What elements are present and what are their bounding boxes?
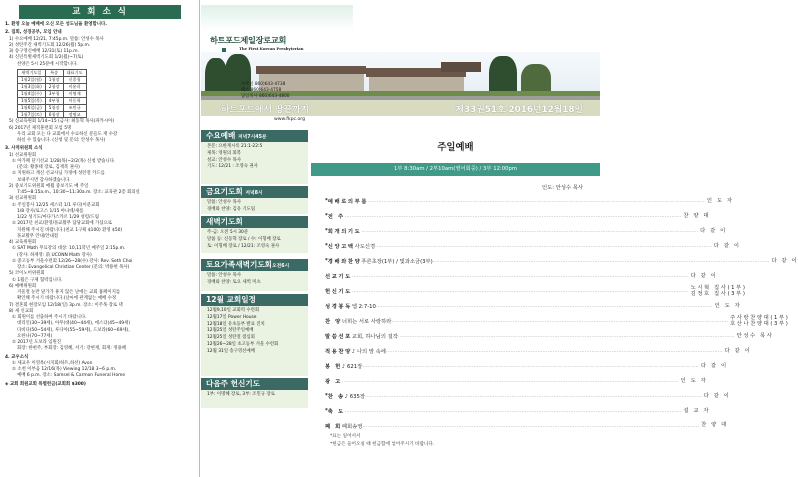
order-item: 찬 양: [325, 318, 342, 325]
order-item: 선교기도: [325, 274, 352, 281]
notice-line: 보내주시면 감사하겠습니다.: [17, 177, 71, 183]
issue-info: 제33권51호 2016년12월18일: [455, 104, 583, 115]
order-leader-dots: ........................................................................................................................................................................................................: [364, 392, 702, 399]
worship-order-row: [325, 328, 774, 343]
notice-line: 플교활무 안내/안내점: [17, 233, 59, 239]
responsible-line: 다 같 이: [703, 392, 731, 399]
church-news-panel: [0, 0, 199, 477]
box-line: 말씀: 안성수 목사: [207, 200, 241, 205]
notice-line: 3) 송구영신예배 12/31(토) 11p.m.: [9, 49, 79, 55]
worship-order-row: [325, 418, 728, 433]
notice-line: 우리 교회 모는 다 교회에서 수료하신 분들도 재 수강: [17, 131, 118, 137]
order-item: 폐 회: [325, 423, 342, 430]
responsible-line: 설 교 자: [683, 407, 711, 414]
footnote-line: *헌금은 들어오실 때 헌금함에 넣어주시기 바랍니다.: [330, 441, 435, 447]
notice-line: 6) 예배위원회: [9, 283, 37, 289]
table-cell: 1월2일(월): [18, 76, 46, 83]
order-responsible: [679, 378, 708, 384]
address-line: The First Korean Presbyterian: [239, 46, 304, 51]
responsible-line: 김정호 집사(3부): [690, 291, 747, 298]
notice-line: 예배 6 p.m. 장소: Samsel & Carmon Funeral Home: [17, 373, 126, 379]
responsible-line: 다 같 이: [690, 273, 718, 280]
worship-order-row: [325, 388, 731, 403]
table-cell: 특송: [45, 69, 63, 76]
table-row: [18, 69, 87, 76]
notice-line: (강사: 하재영: 前 UCONN Math 강사): [17, 252, 92, 258]
box-line: 1부: 이명혜 장로, 3부: 조민규 장로: [207, 392, 275, 397]
notice-line: ② 소천 이부음 12/16(목) Viewing 12/18 3~6 p.m.: [12, 367, 117, 373]
church-name: 하트포드제일장로교회: [210, 35, 287, 45]
order-leader-dots: ........................................................................................................................................................................................................: [391, 317, 729, 324]
table-row: [18, 76, 87, 83]
order-responsible: [689, 273, 718, 279]
box-line: 설교: 안성수 목사: [207, 157, 241, 163]
cal-title: 12월 교회일정: [206, 295, 256, 304]
responsible-line: 찬 양 대: [683, 213, 711, 220]
responsible-line: 주사랑찬양대(1부): [730, 314, 790, 321]
notice-line: 하실 수 있습니다. (신청 및 문의: 안성수 목사): [17, 138, 106, 144]
order-item: 헌신기도: [325, 289, 352, 296]
news-title: 교 회 소 식: [19, 5, 181, 19]
table-cell: 3부청: [45, 90, 63, 97]
box-line: 말씀 등: 신동혁 장로 / 수: 이형배 장로: [207, 236, 281, 242]
box-line: 12월17일 Power House: [207, 314, 257, 320]
box-line: 12월26~28일 초고등부 겨울 수련회: [207, 342, 279, 348]
worship-order-row: [325, 284, 747, 299]
order-responsible: [723, 348, 752, 354]
order-item: 회개의기도: [327, 229, 362, 236]
table-row: [18, 104, 87, 111]
table-cell: 새벽기도일: [18, 69, 46, 76]
notice-line: 회장: 한현주, 부회장: 김영혜, 서기: 강현재, 회계: 정용혜: [17, 346, 126, 352]
website-url[interactable]: www.fkpc.org: [274, 117, 306, 122]
table-row: [18, 111, 87, 118]
worship-order-row: [325, 254, 798, 269]
responsible-line: 노시혁 집사(1부): [690, 285, 747, 292]
worship-order-row: [325, 194, 734, 209]
worship-leader: 인도: 안성수 목사: [542, 185, 583, 191]
responsible-line: 다 같 이: [724, 347, 752, 354]
order-detail: ♪ 나의 맘 속에: [351, 348, 386, 355]
order-responsible: [702, 393, 731, 399]
notice-line: 1) 수요예배 12/21, 7:45p.m. 말씀: 안성수 목사: [9, 36, 104, 42]
worship-order-row: [325, 343, 752, 358]
order-leader-dots: ........................................................................................................................................................................................................: [375, 303, 713, 310]
gold-title: 금요기도회: [206, 187, 243, 196]
contact-line: 담임목사 860)643-4800: [241, 94, 290, 100]
order-mark: *: [325, 243, 328, 250]
worship-order-row: [325, 299, 742, 314]
table-cell: 1월3일(화): [18, 83, 46, 90]
friday-prayer-box: [201, 186, 308, 214]
order-mark: *: [325, 228, 328, 235]
notice-line: ① 아가페 단기선교 1/28(목)~2/2(목) 신청 받습니다.: [12, 158, 116, 164]
panel-divider: [199, 0, 200, 477]
notice-line: 1) 선교위원회: [9, 152, 37, 158]
notice-line: ① 1월은 구제 협력입니다.: [12, 277, 63, 283]
order-responsible: [705, 198, 734, 204]
order-mark: *: [325, 407, 328, 414]
order-detail: 엡 2:7-10: [351, 304, 376, 311]
table-row: [18, 90, 87, 97]
order-item: 광 고: [325, 378, 342, 385]
notice-list: [5, 22, 195, 68]
order-responsible: [735, 333, 774, 339]
worship-order-panel: [311, 119, 798, 477]
order-mark: *: [325, 258, 328, 265]
order-leader-dots: ........................................................................................................................................................................................................: [351, 288, 689, 295]
worship-order-row: [325, 224, 727, 239]
order-item: 성경봉독: [325, 304, 352, 311]
notice-line: 1/22 성기도/마다가스카르 1/29 성령/드림: [17, 215, 100, 221]
box-line: 12월25일 성탄절 점심회: [207, 335, 255, 341]
responsible-line: 인 도 자: [714, 302, 742, 309]
december-schedule-box: [201, 294, 308, 376]
worship-order-row: [325, 358, 728, 373]
notice-line: 3. 사역위원회 소식: [5, 146, 43, 152]
notice-line: ② 2017년 친교/환영/플교활무 담당교회에 가셨으로: [12, 221, 112, 227]
order-leader-dots: ........................................................................................................................................................................................................: [375, 243, 712, 250]
order-item: 예배로의부름: [327, 199, 369, 206]
contact-line: 사무실 860)643-4738: [241, 82, 286, 87]
saturday-prayer-box: [201, 259, 308, 291]
responsible-line: 다 같 이: [713, 243, 741, 250]
notice-line: 7) 결혼회 현장모임 12/18(일) 3p.m. 장소: 이주목 장로 댁: [9, 302, 123, 308]
table-cell: 1청장: [45, 76, 63, 83]
notice-line: 7:45~8:15a.m., 10:30~11:30a.m. 장소: 교육관 2층 회의실: [17, 190, 140, 196]
notice-line: ① 회원이를 선출하여 주시기 바랍니다.: [12, 315, 87, 321]
order-leader-dots: ........................................................................................................................................................................................................: [361, 228, 699, 235]
notice-line: 겨울철 눈만 덮가가 휴지 않은 날에는 교회 홈페이지를: [17, 290, 121, 296]
notice-line: 요한나(70~77세): [17, 333, 53, 339]
order-mark: *: [325, 392, 328, 399]
notice-line: 1/8 강사/로고스 1/15 아나데/새롬: [17, 208, 84, 214]
order-responsible: [689, 285, 747, 297]
order-leader-dots: ........................................................................................................................................................................................................: [351, 273, 689, 280]
footnotes: [330, 433, 434, 448]
box-line: 12월25일 성탄주일예배: [207, 328, 254, 334]
table-cell: 1월6일(금): [18, 104, 46, 111]
order-detail: 사도신경: [354, 244, 376, 251]
table-cell: 정명교: [63, 111, 86, 118]
order-leader-dots: ........................................................................................................................................................................................................: [397, 332, 735, 339]
worship-order-row: [325, 314, 790, 329]
responsible-line: 안성수 목사: [736, 332, 774, 339]
responsible-line: 다 같 이: [771, 258, 798, 265]
order-responsible: [699, 363, 728, 369]
box-line: 기도: 12/21 : 조영숙 권사: [207, 164, 258, 170]
order-responsible: [728, 315, 789, 327]
order-leader-dots: ........................................................................................................................................................................................................: [385, 347, 723, 354]
notice-line: 3) 친교위원회: [9, 196, 37, 202]
table-row: [18, 83, 87, 90]
notice-line: 1. 환영 오늘 예배에 오신 모든 성도님을 환영합니다.: [5, 22, 107, 28]
notice-line: ◈ 교회 회원교회 특별헌금(교회회 $300): [5, 381, 86, 387]
order-item: 적용찬양: [325, 348, 352, 355]
notice-line: ② 중고등부 겨울수련회 12/26~28(수) 강사: Rev. Seth Choi: [12, 258, 133, 264]
responsible-line: 인 도 자: [680, 377, 708, 384]
table-cell: 신종청: [63, 76, 86, 83]
sub-banner: [201, 100, 600, 116]
notice-line: 6) 2017년 제직훈련회 모임 5명: [9, 125, 72, 131]
notice-line: 4) 신년특별새벽기도회 1/2(월)~7(토): [9, 55, 84, 61]
order-leader-dots: ........................................................................................................................................................................................................: [344, 407, 682, 414]
notice-line: 장소: Evangelical Christian Center (문의: 박용현 목사): [17, 265, 130, 271]
worship-order-row: [325, 403, 711, 418]
responsible-line: 호산나찬양대(3부): [730, 320, 790, 327]
table-cell: 1월5일(목): [18, 97, 46, 104]
order-item: 전 주: [327, 214, 345, 221]
box-line: 말씀: 안성수 목사: [207, 273, 241, 278]
order-detail: 교회, 하나님의 걸작: [351, 333, 398, 340]
next-week-box: [201, 378, 308, 408]
responsible-line: 인 도 자: [706, 198, 734, 205]
box-line: 12월18일 유초등부 발표 진치: [207, 321, 265, 327]
order-item: 경배와찬양: [327, 259, 362, 266]
notice-line: 8) 새 신교회: [9, 308, 34, 314]
notice-line: 2. 집회, 성경공부, 모임 안내: [5, 30, 62, 36]
order-of-worship: [325, 194, 798, 433]
notice-line: 4) 교육위원회: [9, 240, 37, 246]
box-line: 제목: 영원의 회복: [207, 150, 241, 156]
notice-line: ① 주일봉사 12/25 셰스터 1/1 루디(이분교회: [12, 202, 100, 208]
notice-line: 5) 코이노어위원회: [9, 271, 45, 277]
order-leader-dots: ........................................................................................................................................................................................................: [432, 258, 770, 265]
notice-line: ① SAT Math 무료강의 대상: 10,11학년 매주일 2:15p.m.: [12, 246, 126, 252]
notice-line: 2) 중보기도위원회 매월 중보기도 매 주일: [9, 183, 89, 189]
wed-title: 수요예배: [206, 131, 236, 140]
order-responsible: [769, 258, 798, 264]
order-detail: ♪ 635장: [344, 393, 365, 400]
responsible-line: 다 같 이: [700, 362, 728, 369]
order-item: 말씀선포: [325, 333, 352, 340]
order-responsible: [681, 213, 710, 219]
dawn-prayer-table: [17, 69, 87, 119]
order-mark: *: [325, 213, 328, 220]
order-leader-dots: ........................................................................................................................................................................................................: [362, 422, 700, 429]
contact-numbers: [241, 82, 290, 101]
order-detail: 폐회송영: [341, 423, 363, 430]
box-line: 경배와 찬양: 김유 기도팀: [207, 206, 256, 212]
box-line: 12월9,10일 교회력 수련회: [207, 308, 260, 313]
order-detail: ♪ 621장: [341, 363, 363, 370]
order-responsible: [698, 228, 727, 234]
table-cell: 4부청: [45, 97, 63, 104]
tagline: 하트포드에서 땅끝까지: [221, 104, 310, 115]
box-line: 주-금: 오전 5시 30분: [207, 230, 249, 235]
table-cell: 1월4일(수): [18, 90, 46, 97]
worship-title: 주일예배: [437, 142, 474, 153]
wednesday-service-box: [201, 130, 308, 184]
box-line: 본문: 요한계시록 21:1-22:5: [207, 144, 263, 149]
order-detail: 푸른초장(1부) / 빛과소금(3부): [361, 259, 433, 266]
order-responsible: [712, 243, 741, 249]
order-responsible: [699, 422, 728, 428]
dawn-title: 새벽기도회: [206, 217, 243, 226]
order-item: 축 도: [327, 408, 345, 415]
order-leader-dots: ........................................................................................................................................................................................................: [362, 362, 699, 369]
notice-line: (문의: 황종태 장로, 김재복 권사): [17, 165, 80, 171]
worship-order-row: [325, 269, 718, 284]
service-times: 1부 8:30am / 2부10am(영어회중) / 3부 12:00pm: [311, 163, 600, 176]
responsible-line: 찬 양 대: [701, 422, 728, 429]
worship-order-row: [325, 373, 708, 388]
responsible-line: 다 같 이: [700, 228, 727, 235]
table-cell: 이동혁: [63, 97, 86, 104]
notice-line: 대리인(30~39세), 아무(대(40~44세), 에스더(45~49세): [17, 321, 131, 327]
notice-line: 다비다(50~54세), 루디아(55~59세), 드보라(60~69세),: [17, 327, 130, 333]
box-line: 토: 이형배 장로 / 12/21: 조영숙 권사: [207, 243, 280, 249]
box-line: 경배와 찬양: 토요 새벽 미쇼: [207, 279, 261, 285]
next-title: 다음주 헌신기도: [206, 379, 260, 388]
order-item: 봉 헌: [325, 363, 342, 370]
notice-line: 확인해 주시기 바랍니다.(날씨에 관계없는 예배 수정: [17, 296, 117, 302]
notice-line: ② 지원하고 계신 선교사님 가정에 성탄절 카드를: [12, 171, 105, 177]
order-mark: *: [325, 198, 328, 205]
notice-line: 2) 성탄주간 새벽기도회 12/26(월) 5p.m.: [9, 42, 91, 48]
order-detail: 너희는 서로 사랑하라: [341, 318, 392, 325]
order-item: 신앙고백: [327, 244, 355, 251]
order-leader-dots: ........................................................................................................................................................................................................: [341, 377, 679, 384]
table-cell: 이윤희: [63, 83, 86, 90]
table-cell: 이명재: [63, 90, 86, 97]
table-cell: 1월7일(토): [18, 111, 46, 118]
table-cell: 조민규: [63, 104, 86, 111]
table-cell: 6청장: [45, 111, 63, 118]
gold-time: 저녁8시: [245, 191, 263, 196]
order-leader-dots: ........................................................................................................................................................................................................: [368, 198, 705, 205]
table-cell: 대표기도: [63, 69, 86, 76]
sat-title: 토요가족새벽기도회: [206, 260, 273, 269]
order-responsible: [713, 303, 742, 309]
notice-line: ① 새교우 이영옥(시지회/하트,하선) Avon: [12, 360, 93, 366]
table-cell: 5청장: [45, 104, 63, 111]
notice-line: ② 2017년 도보라 임원진: [12, 340, 61, 346]
notice-line: 4. 교우소식: [5, 354, 29, 360]
contact-line: 팩스 860)643-4758: [241, 88, 282, 94]
notice-list-continued: [5, 119, 195, 388]
box-line: 12월 31일 송구영신예배: [207, 348, 255, 354]
order-leader-dots: ........................................................................................................................................................................................................: [344, 213, 682, 220]
table-row: [18, 97, 87, 104]
sat-time: 오전6시: [272, 264, 290, 269]
wed-time: 저녁7시45분: [238, 135, 267, 140]
worship-order-row: [325, 209, 711, 224]
notice-line: 지원해 주시길 바랍니다.(친교 1구획 $100) 환영 $50): [17, 227, 123, 233]
order-item: 찬 송: [327, 393, 345, 400]
worship-order-row: [325, 239, 741, 254]
footnote-line: *표는 일어서서: [330, 434, 361, 439]
table-cell: 2청장: [45, 83, 63, 90]
dawn-prayer-box: [201, 216, 308, 253]
notice-line: 5) 신교육원회 1/14~15 (금사: 최동혁 목사(파카시아): [9, 119, 115, 125]
order-responsible: [681, 408, 710, 414]
notice-line: 찬양은 5시 25분에 시작합니다.: [17, 61, 78, 67]
